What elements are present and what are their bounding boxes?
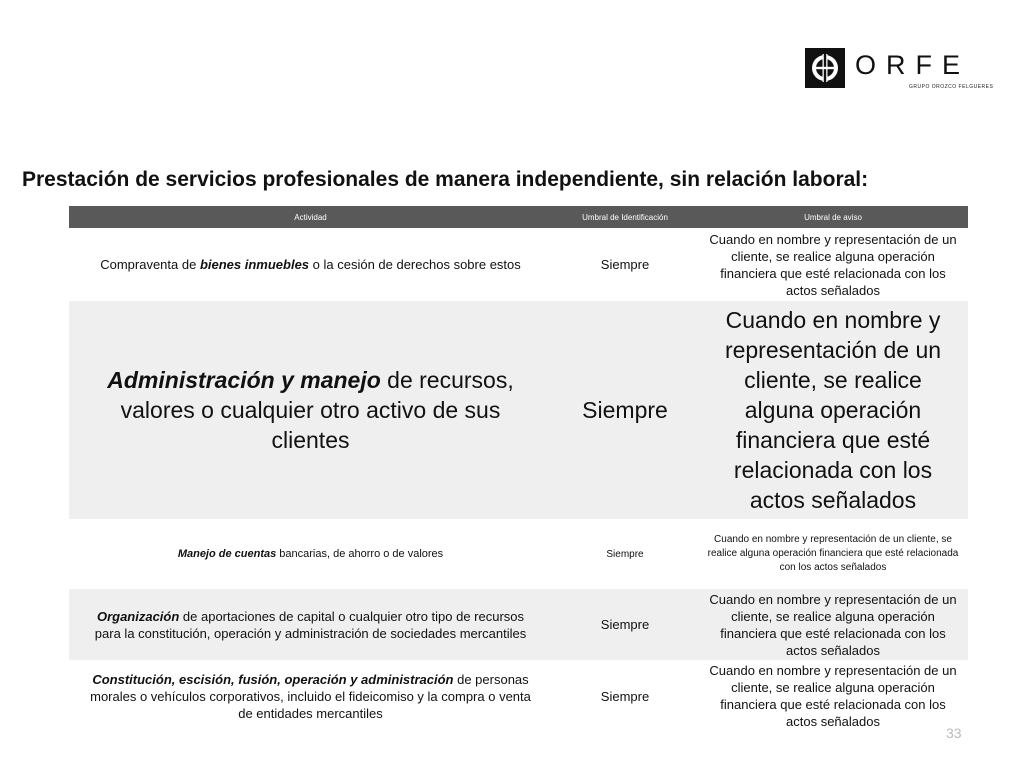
logo-subtitle: GRUPO OROZCO FELGUERES (909, 84, 994, 90)
activity-text-post: o la cesión de derechos sobre estos (309, 257, 521, 272)
header-notice-threshold: Umbral de aviso (804, 212, 862, 222)
activity-cell (69, 608, 552, 642)
notice-cell: Cuando en nombre y representación de un cliente, se realice alguna operación financiera que esté relacionada con los actos señalados (709, 591, 957, 658)
activity-text-emphasis: Administración y manejo (107, 367, 381, 393)
notice-cell: Cuando en nombre y representación de un cliente, se realice alguna operación financiera que esté relacionada con los actos señalados (724, 307, 942, 513)
threshold-cell: Siempre (600, 617, 650, 632)
activity-cell-text (85, 608, 536, 642)
threshold-cell: Siempre (600, 257, 650, 272)
activity-cell-text (178, 547, 443, 562)
notice-cell: Cuando en nombre y representación de un cliente, se realice alguna operación financiera que esté relacionada con los actos señalados (709, 663, 957, 729)
activity-text-emphasis: Manejo de cuentas (177, 547, 277, 560)
notice-cell: Cuando en nombre y representación de un cliente, se realice alguna operación financiera que esté relacionada con los actos señalados (707, 534, 959, 573)
threshold-cell: Siempre (606, 548, 644, 560)
activity-cell (69, 256, 552, 273)
page-title: Prestación de servicios profesionales de manera independiente, sin relación laboral: (22, 168, 869, 191)
activity-text-post: de recursos, valores o cualquier otro activo de sus clientes (120, 367, 514, 453)
activity-text-emphasis: Constitución, escisión, fusión, operación y administración (92, 671, 454, 687)
activity-text-emphasis: bienes inmuebles (199, 257, 310, 272)
logo-wordmark: ORFE (855, 50, 971, 80)
activity-cell-text (100, 256, 521, 273)
header-identification-threshold: Umbral de Identificación (582, 212, 668, 222)
header-activity: Actividad (294, 212, 327, 222)
company-logo (805, 46, 994, 94)
activity-text-post: bancarias, de ahorro o de valores (276, 547, 444, 560)
table-header (69, 206, 968, 228)
activity-text-emphasis: Organización (96, 608, 180, 624)
activity-cell-text (85, 671, 536, 722)
table-row (69, 228, 968, 301)
threshold-cell: Siempre (600, 688, 650, 704)
threshold-cell: Siempre (582, 396, 668, 423)
activity-cell (69, 365, 552, 455)
activity-cell (69, 671, 552, 722)
activity-text-post: de personas morales o vehículos corporativos, incluido el fideicomiso y la compra o venta de entidades mercantiles (90, 671, 531, 721)
table-row (69, 519, 968, 589)
activity-cell-text (85, 365, 536, 455)
notice-cell: Cuando en nombre y representación de un cliente, se realice alguna operación financiera que esté relacionada con los actos señalados (709, 231, 957, 298)
services-table (69, 206, 968, 732)
table-row (69, 301, 968, 519)
activity-cell (69, 547, 552, 562)
activity-text-post: de aportaciones de capital o cualquier otro tipo de recursos para la constitución, operación y administración de sociedades mercantiles (94, 608, 527, 641)
table-row (69, 589, 968, 660)
page-number: 33 (946, 725, 962, 741)
table-row (69, 660, 968, 732)
orfe-logo-icon (805, 48, 845, 88)
activity-text-pre: Compraventa de (100, 257, 200, 272)
